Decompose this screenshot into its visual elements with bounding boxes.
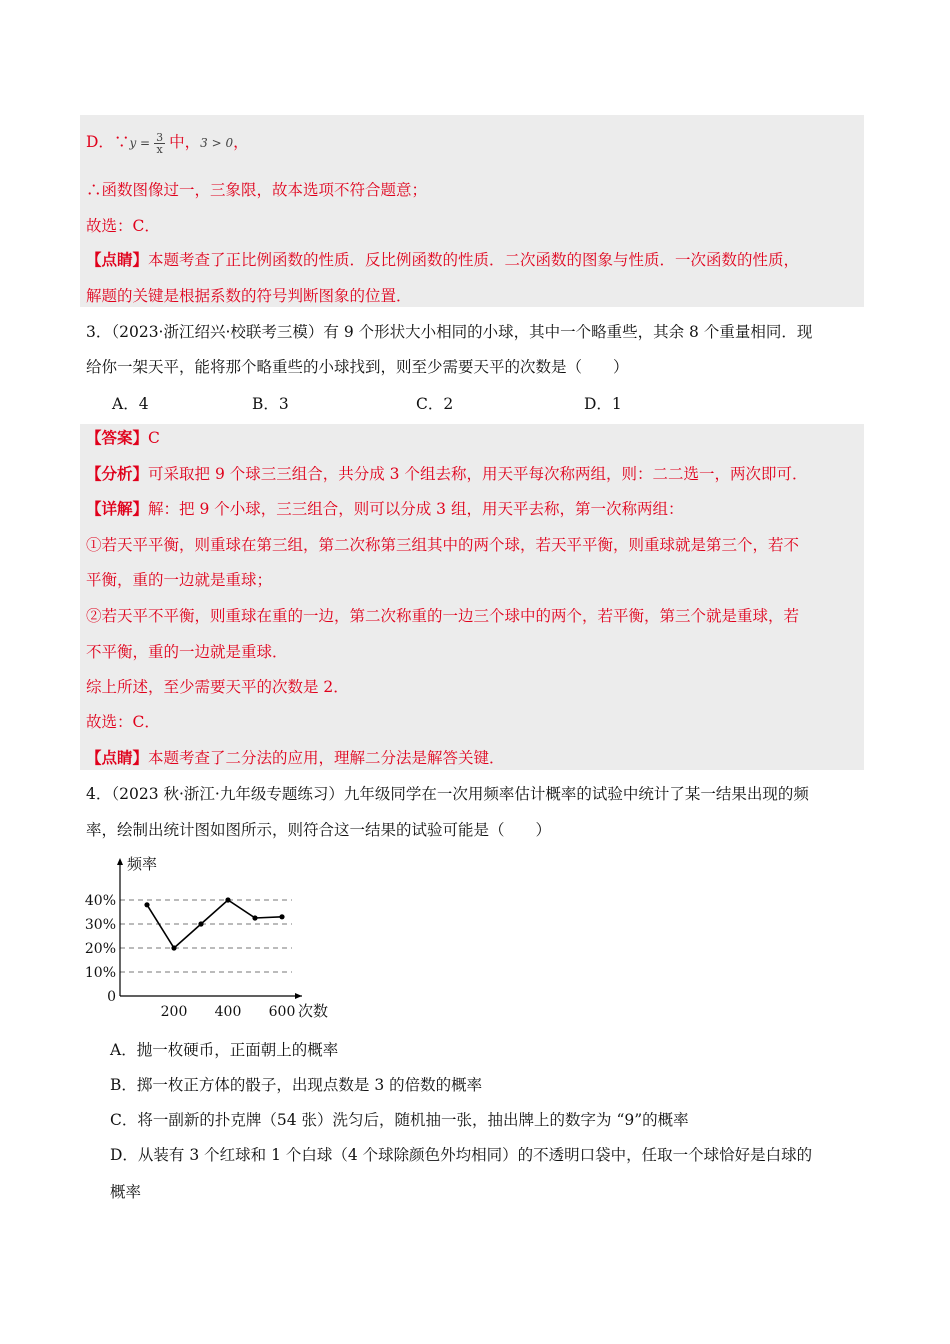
q3-comment: 【点睛】本题考查了二分法的应用，理解二分法是解答关键． bbox=[86, 748, 505, 767]
q4-option-c: C．将一副新的扑克牌（54 张）洗匀后，随机抽一张，抽出牌上的数字为 “9”的概率 bbox=[110, 1111, 689, 1129]
frequency-chart bbox=[80, 850, 340, 1020]
y-axis-arrow bbox=[117, 858, 123, 865]
q4-stem-line2: 率，绘制出统计图如图所示，则符合这一结果的试验可能是（ ） bbox=[86, 821, 552, 839]
q4-stem-line1: 4．（2023 秋·浙江·九年级专题练习）九年级同学在一次用频率估计概率的试验中统计了某一结果出现的频 bbox=[86, 785, 809, 803]
y-tick-label: 40% bbox=[84, 893, 116, 909]
q2-comment-line2: 解题的关键是根据系数的符号判断图象的位置． bbox=[86, 287, 412, 305]
q2-choose: 故选：C． bbox=[86, 217, 160, 235]
y-axis-label: 频率 bbox=[127, 855, 158, 873]
q4-option-b: B．掷一枚正方体的骰子，出现点数是 3 的倍数的概率 bbox=[110, 1076, 483, 1094]
q2-option-d-analysis: D．∵y = $\frac{3}{x}$ 中，3 > 0， bbox=[86, 130, 249, 156]
x-tick-label: 400 bbox=[214, 1004, 242, 1020]
y-tick-label: 0 bbox=[107, 989, 116, 1005]
q3-case2-line2: 不平衡，重的一边就是重球． bbox=[86, 643, 288, 661]
q4-option-a: A．抛一枚硬币，正面朝上的概率 bbox=[110, 1041, 339, 1059]
x-axis-label: 次数 bbox=[298, 1002, 329, 1020]
q3-choose: 故选：C． bbox=[86, 713, 160, 731]
q2-comment-line1: 【点睛】本题考查了正比例函数的性质．反比例函数的性质．二次函数的图象与性质．一次函数的性质， bbox=[86, 250, 800, 269]
y-tick-label: 20% bbox=[84, 941, 116, 957]
data-point bbox=[171, 945, 176, 950]
q3-case1-line1: ①若天平平衡，则重球在第三组，第二次称第三组其中的两个球，若天平平衡，则重球就是第三个，若不 bbox=[86, 536, 800, 554]
data-point bbox=[225, 897, 230, 902]
q3-case1-line2: 平衡，重的一边就是重球； bbox=[86, 571, 273, 589]
q2-conclusion: ∴函数图像过一，三象限，故本选项不符合题意； bbox=[86, 181, 428, 199]
q3-stem-line1: 3．（2023·浙江绍兴·校联考三模）有 9 个形状大小相同的小球，其中一个略重些，其余 8 个重量相同．现 bbox=[86, 323, 813, 341]
y-tick-label: 30% bbox=[84, 917, 116, 933]
q4-option-d-line1: D．从装有 3 个红球和 1 个白球（4 个球除颜色外均相同）的不透明口袋中，任取一个球恰好是白球的 bbox=[110, 1146, 813, 1164]
q3-option-c: C．2 bbox=[416, 395, 454, 413]
x-axis-arrow bbox=[295, 993, 302, 999]
data-point bbox=[252, 915, 257, 920]
q3-detail: 【详解】解：把 9 个小球，三三组合，则可以分成 3 组，用天平去称，第一次称两组： bbox=[86, 499, 684, 518]
x-tick-label: 200 bbox=[160, 1004, 188, 1020]
fraction-3-over-x: $\frac{3}{x}$ bbox=[156, 130, 164, 156]
y-tick-label: 10% bbox=[84, 965, 116, 981]
q3-option-a: A．4 bbox=[112, 395, 149, 413]
data-point bbox=[279, 914, 284, 919]
data-point bbox=[198, 921, 203, 926]
data-point bbox=[144, 902, 149, 907]
q3-case2-line1: ②若天平不平衡，则重球在重的一边，第二次称重的一边三个球中的两个，若平衡，第三个就是重球，若 bbox=[86, 607, 800, 625]
q3-analysis: 【分析】可采取把 9 个球三三组合，共分成 3 个组去称，用天平每次称两组，则：二二选一，两次即可． bbox=[86, 464, 808, 483]
q3-summary: 综上所述，至少需要天平的次数是 2． bbox=[86, 678, 349, 696]
q3-answer: 【答案】C bbox=[86, 428, 160, 447]
x-tick-label: 600 bbox=[268, 1004, 296, 1020]
q4-option-d-line2: 概率 bbox=[110, 1183, 142, 1201]
q3-stem-line2: 给你一架天平，能将那个略重些的小球找到，则至少需要天平的次数是（ ） bbox=[86, 358, 629, 376]
q3-option-d: D．1 bbox=[584, 395, 622, 413]
q3-option-b: B．3 bbox=[252, 395, 289, 413]
